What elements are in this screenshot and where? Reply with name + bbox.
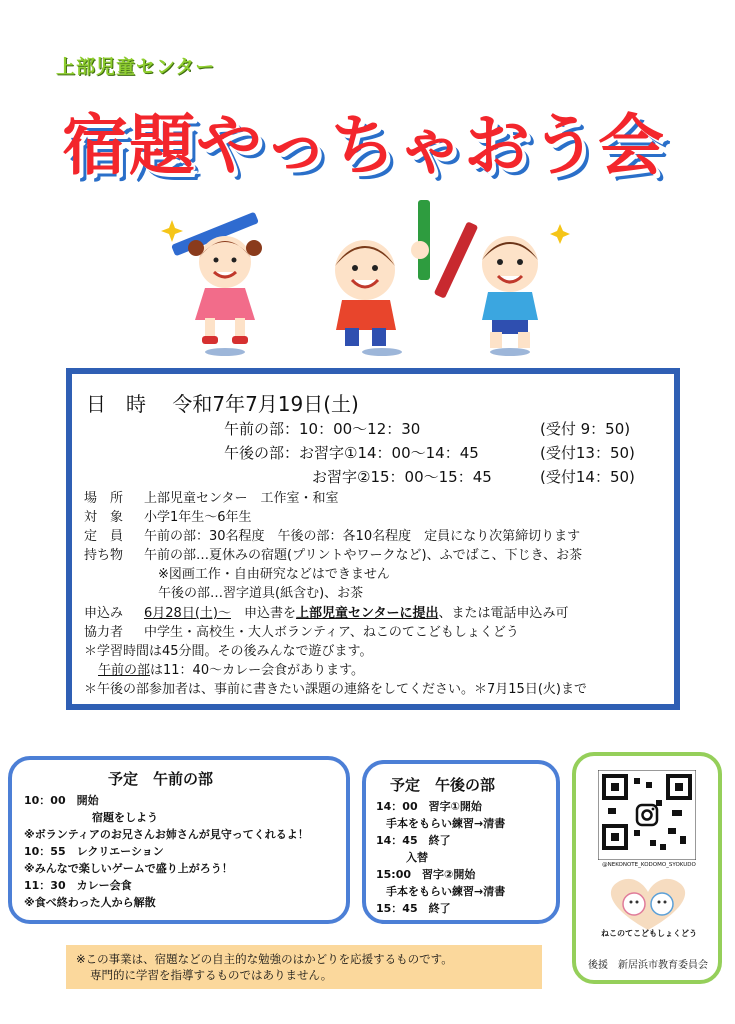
apply-label: 申込み — [84, 606, 124, 621]
apply-tail: 、または電話申込み可 — [438, 606, 569, 621]
schedule-am-line: 10：00 開始 — [24, 794, 99, 807]
footer-note-line-1: ※この事業は、宿題などの自主的な勉強のはかどりを応援するものです。 — [76, 952, 453, 966]
schedule-pm-line: 手本をもらい練習→清書 — [386, 885, 506, 898]
footer-note — [66, 945, 542, 989]
note-curry-text: は11：40～カレー会食があります。 — [150, 663, 365, 678]
note-pm-task: ＊午後の部参加者は、事前に書きたい課題の連絡をしてください。＊7月15日(火)まで — [84, 682, 587, 697]
event-title: 宿題やっちゃおう会 — [62, 107, 665, 184]
helpers-value: 中学生・高校生・大人ボランティア、ねこのてこどもしょくどう — [144, 625, 519, 640]
schedule-pm-line: 15：45 終了 — [376, 902, 451, 915]
schedule-am-line: 10：55 レクリエーション — [24, 845, 164, 858]
schedule-pm-line: 入替 — [406, 851, 428, 864]
sponsor-text: 後援 新居浜市教育委員会 — [588, 960, 708, 971]
pm-reception-2: (受付14：50) — [540, 468, 635, 486]
cat-heart-logo — [598, 874, 698, 932]
target-value: 小学1年生～6年生 — [144, 510, 252, 525]
items-label: 持ち物 — [84, 548, 124, 563]
apply-date: 6月28日(土)～ — [144, 606, 231, 621]
boy-figure-right — [434, 221, 538, 348]
schedule-pm-line: 14：00 習字①開始 — [376, 800, 482, 813]
footer-note-line-2: 専門的に学習を指導するものではありません。 — [90, 968, 333, 982]
items-value-1: 午前の部…夏休みの宿題(プリントやワークなど)、ふでばこ、下じき、お茶 — [144, 548, 583, 563]
qr-logo-box — [572, 752, 722, 984]
schedule-pm-box — [362, 760, 560, 924]
schedule-am-line: ※食べ終わった人から解散 — [24, 896, 156, 909]
date-row — [86, 388, 359, 417]
schedule-am-box — [8, 756, 350, 924]
schedule-pm-title: 予定 午後の部 — [390, 776, 496, 794]
note-curry — [98, 662, 364, 680]
apply-place: 上部児童センターに提出 — [295, 606, 439, 621]
note-am-label: 午前の部 — [98, 663, 151, 678]
note-study-time: ＊学習時間は45分間。その後みんなで遊びます。 — [84, 644, 373, 659]
qr-handle: @NEKONOTE_KODOMO_SYOKUDO — [602, 862, 696, 868]
schedule-am-line: 11：30 カレー会食 — [24, 879, 132, 892]
schedule-am-line: 宿題をしよう — [92, 811, 158, 824]
schedule-pm-line: 手本をもらい練習→清書 — [386, 817, 506, 830]
schedule-pm-line: 14：45 終了 — [376, 834, 451, 847]
capacity-value: 午前の部：30名程度 午後の部：各10名程度 定員になり次第締切ります — [144, 529, 581, 544]
helpers-label: 協力者 — [84, 625, 124, 640]
event-info-box — [66, 368, 680, 710]
instagram-qr-code[interactable] — [598, 770, 696, 860]
pm-reception-1: (受付13：50) — [540, 444, 635, 462]
boy-figure-center — [335, 200, 430, 346]
date-label: 日 時 — [86, 392, 146, 416]
pm-session-2: お習字②15：00～15：45 — [312, 468, 492, 486]
girl-figure — [171, 212, 262, 344]
items-value-3: 午後の部…習字道具(紙含む)、お茶 — [158, 586, 364, 601]
organizer-name: 上部児童センター — [56, 56, 216, 78]
capacity-label: 定 員 — [84, 529, 124, 544]
schedule-pm-line: 15:00 習字②開始 — [376, 868, 476, 881]
am-session: 午前の部：10：00～12：30 — [224, 420, 421, 438]
date-value: 令和7年7月19日(土) — [172, 392, 359, 416]
apply-mid: 申込書を — [230, 606, 296, 621]
am-reception: (受付 9：50) — [540, 420, 631, 438]
items-value-2: ※図画工作・自由研究などはできません — [158, 567, 390, 582]
pm-session-1: 午後の部：お習字①14：00～14：45 — [224, 444, 479, 462]
schedule-am-title: 予定 午前の部 — [108, 770, 214, 788]
place-label: 場 所 — [84, 491, 124, 506]
schedule-am-line: ※みんなで楽しいゲームで盛り上がろう！ — [24, 862, 233, 875]
logo-text: ねこのてこどもしょくどう — [601, 929, 697, 938]
kids-with-pencils-illustration — [150, 180, 580, 360]
target-label: 対 象 — [84, 510, 124, 525]
schedule-am-line: ※ボランティアのお兄さんお姉さんが見守ってくれるよ！ — [24, 828, 309, 841]
place-value: 上部児童センター 工作室・和室 — [144, 491, 339, 506]
